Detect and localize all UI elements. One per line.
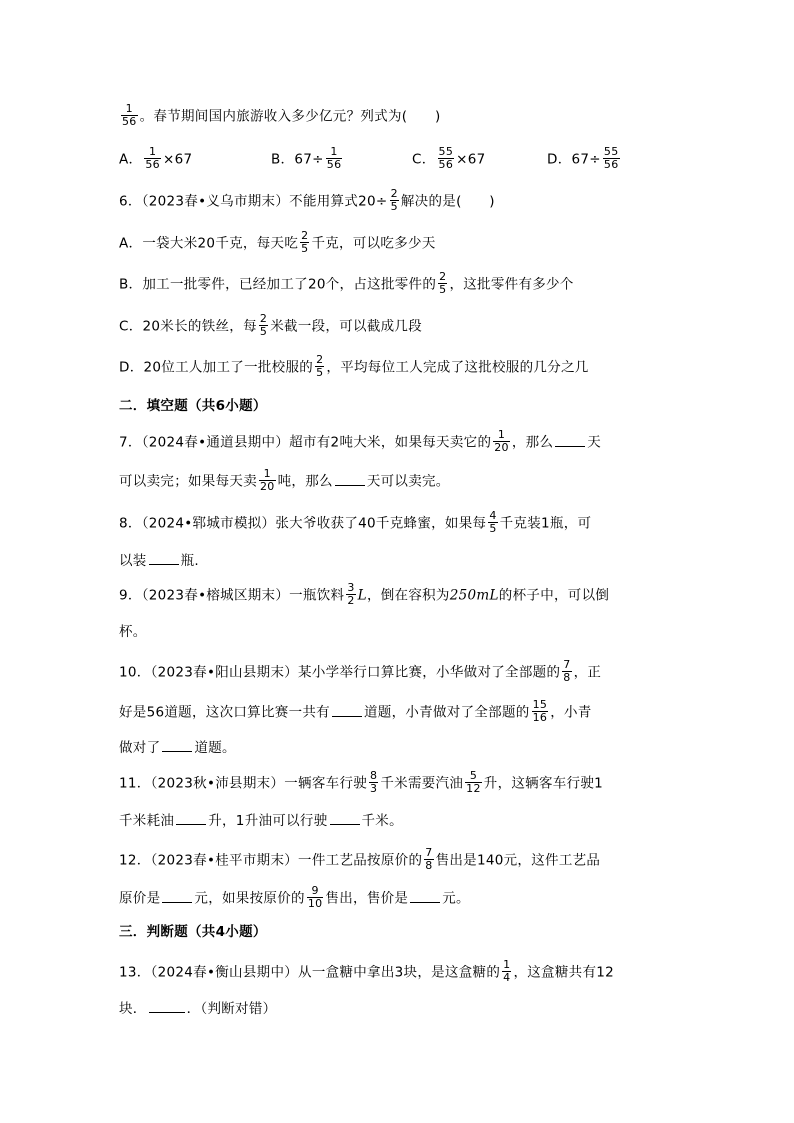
- answer-blank[interactable]: [149, 550, 179, 565]
- option-c[interactable]: C． $\frac{55}{56}$ ×67: [412, 145, 486, 171]
- q9-line1: 9．（2023春•榕城区期末）一瓶饮料 $\frac{3}{2}$ L，倒在容积为250mL的杯子中，可以倒: [119, 581, 610, 607]
- q7-line1: 7．（2024春•通道县期中）超市有2吨大米，如果每天卖它的 $\frac{1}{20}$ ，那么 天: [119, 428, 602, 454]
- q6-option-b[interactable]: B．加工一批零件，已经加工了20个，占这批零件的 $\frac{2}{5}$ ，这批零件有多少个: [119, 270, 574, 296]
- q11-line1: 11．（2023秋•沛县期末）一辆客车行驶 $\frac{8}{3}$ 千米需要汽油 $\frac{5}{12}$ 升，这辆客车行驶1: [119, 769, 604, 795]
- q6-option-c[interactable]: C．20米长的铁丝，每 $\frac{2}{5}$ 米截一段，可以截成几段: [119, 312, 423, 338]
- q10-line3: 做对了 道题。: [119, 737, 236, 758]
- option-d[interactable]: D．67÷ $\frac{55}{56}$: [547, 145, 619, 171]
- q5-options: [119, 147, 679, 171]
- section-heading-true-false: 三．判断题（共4小题）: [119, 924, 267, 940]
- q13-line2: 块． ．（判断对错）: [119, 998, 276, 1019]
- answer-blank[interactable]: [555, 432, 585, 447]
- option-a[interactable]: A． $\frac{1}{56}$ ×67: [119, 145, 193, 171]
- q6-option-a[interactable]: A．一袋大米20千克，每天吃 $\frac{2}{5}$ 千克，可以吃多少天: [119, 229, 436, 255]
- q12-line2: 原价是 元，如果按原价的 $\frac{9}{10}$ 售出，售价是 元。: [119, 884, 470, 910]
- answer-blank[interactable]: [410, 888, 440, 903]
- section-heading-fill-blank: 二．填空题（共6小题）: [119, 398, 267, 414]
- q9-line2: 杯。: [119, 624, 147, 640]
- q13-line1: 13．（2024春•衡山县期中）从一盒糖中拿出3块，是这盒糖的 $\frac{1}{4}$ ，这盒糖共有12: [119, 958, 615, 984]
- answer-blank[interactable]: [330, 810, 360, 825]
- answer-blank[interactable]: [335, 471, 365, 486]
- answer-blank[interactable]: [162, 888, 192, 903]
- q10-line2: 好是56道题，这次口算比赛一共有 道题，小青做对了全部题的 $\frac{15}{16}$ ，小青: [119, 698, 592, 724]
- answer-blank[interactable]: [176, 810, 206, 825]
- q5-question-tail: $\frac{1}{56}$ 。春节期间国内旅游收入多少亿元？列式为( ): [122, 102, 441, 128]
- answer-blank[interactable]: [149, 998, 185, 1013]
- answer-blank[interactable]: [332, 702, 362, 717]
- q10-line1: 10．（2023春•阳山县期末）某小学举行口算比赛，小华做对了全部题的 $\frac{7}{8}$ ，正: [119, 658, 602, 684]
- q8-line1: 8．（2024•郓城市模拟）张大爷收获了40千克蜂蜜，如果每 $\frac{4}{5}$ 千克装1瓶，可: [119, 509, 592, 535]
- fraction: $\frac{1}{56}$: [122, 102, 137, 128]
- q12-line1: 12．（2023春•桂平市期末）一件工艺品按原价的 $\frac{7}{8}$ 售出是140元，这件工艺品: [119, 846, 601, 872]
- q6-option-d[interactable]: D．20位工人加工了一批校服的 $\frac{2}{5}$ ，平均每位工人完成了这批校服的几分之几: [119, 353, 589, 379]
- option-b[interactable]: B．67÷ $\frac{1}{56}$: [271, 145, 342, 171]
- q11-line2: 千米耗油 升，1升油可以行驶 千米。: [119, 810, 403, 831]
- answer-blank[interactable]: [162, 737, 192, 752]
- q8-line2: 以装 瓶.: [119, 550, 199, 571]
- q7-line2: 可以卖完；如果每天卖 $\frac{1}{20}$ 吨，那么 天可以卖完。: [119, 467, 450, 493]
- q6-stem: 6．（2023春•义乌市期末）不能用算式20÷ $\frac{2}{5}$ 解决的是( ): [119, 187, 495, 213]
